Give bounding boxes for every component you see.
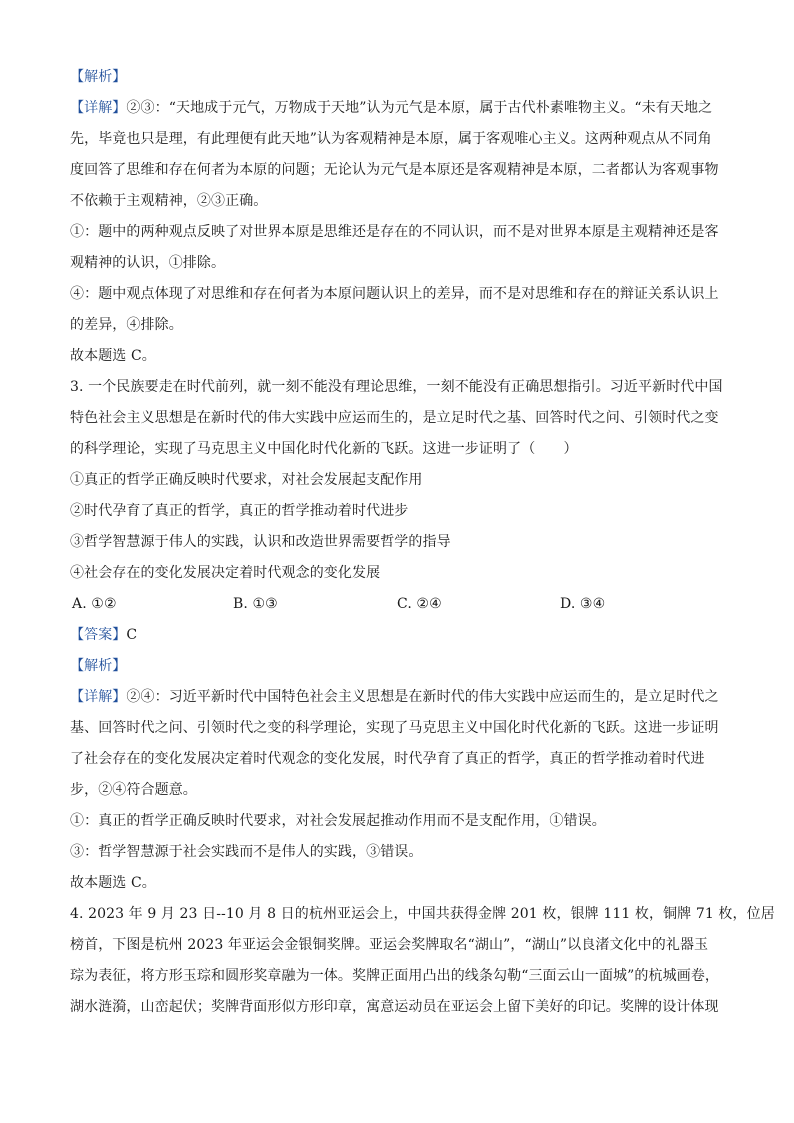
document-page: [70, 62, 775, 1023]
q3-stem-line: 3. 一个民族要走在时代前列，就一刻不能没有理论思维，一刻不能没有正确思想指引。习近平新时代中国: [70, 379, 723, 395]
answer-tag: 【答案】: [70, 627, 127, 643]
q2-conclusion: 故本题选 C。: [70, 348, 156, 364]
q3-options: [70, 589, 730, 620]
q2-jiexi-heading: [70, 62, 730, 93]
option-c: C. ②④: [397, 596, 442, 612]
q3-statement: ①真正的哲学正确反映时代要求，对社会发展起支配作用: [70, 472, 423, 488]
q2-explanation-line: 观精神的认识，①排除。: [70, 255, 226, 271]
q2-explanation-line: ④：题中观点体现了对思维和存在何者为本原问题认识上的差异，而不是对思维和存在的辩证关系认识上: [70, 286, 719, 302]
q3-explanation-line: ①：真正的哲学正确反映时代要求，对社会发展起推动作用而不是支配作用，①错误。: [70, 813, 606, 829]
q4-stem-line: 湖水涟漪，山峦起伏；奖牌背面形似方形印章，寓意运动员在亚运会上留下美好的印记。奖牌的设计体现: [70, 999, 719, 1015]
q3-statement: ②时代孕育了真正的哲学，真正的哲学推动着时代进步: [70, 503, 409, 519]
xiangjie-tag: 【详解】: [70, 100, 127, 116]
option-b: B. ①③: [233, 596, 278, 612]
q3-explanation-line: 了社会存在的变化发展决定着时代观念的变化发展，时代孕育了真正的哲学，真正的哲学推动着时代进: [70, 751, 705, 767]
q2-explanation-line: 不依赖于主观精神，②③正确。: [70, 193, 268, 209]
answer-value: C: [126, 627, 138, 643]
q3-conclusion: 故本题选 C。: [70, 875, 156, 891]
q3-explanation-line: 步，②④符合题意。: [70, 782, 197, 798]
q2-explanation-line: 度回答了思维和存在何者为本原的问题；无论认为元气是本原还是客观精神是本原，二者都认为客观事物: [70, 162, 719, 178]
q2-explanation-line: 先，毕竟也只是理，有此理便有此天地”认为客观精神是本原，属于客观唯心主义。这两种观点从不同角: [70, 131, 712, 147]
q2-explanation-line: [70, 93, 730, 124]
q3-explanation-line: 基、回答时代之问、引领时代之变的科学理论，实现了马克思主义中国化时代化新的飞跃。这进一步证明: [70, 720, 719, 736]
q3-statement: ③哲学智慧源于伟人的实践，认识和改造世界需要哲学的指导: [70, 534, 451, 550]
xiangjie-tag: 【详解】: [70, 689, 127, 705]
q3-explanation-text: ②④：习近平新时代中国特色社会主义思想是在新时代的伟大实践中应运而生的，是立足时代之: [126, 689, 719, 705]
q3-explanation-line: ③：哲学智慧源于社会实践而不是伟人的实践，③错误。: [70, 844, 423, 860]
q2-explanation-line: ①：题中的两种观点反映了对世界本原是思维还是存在的不同认识，而不是对世界本原是主观精神还是客: [70, 224, 719, 240]
q2-explanation-line: 的差异，④排除。: [70, 317, 183, 333]
q3-statement: ④社会存在的变化发展决定着时代观念的变化发展: [70, 565, 381, 581]
q2-explanation-text: ②③：“天地成于元气，万物成于天地”认为元气是本原，属于古代朴素唯物主义。“未有天地之: [126, 100, 713, 116]
jiexi-tag: 【解析】: [70, 658, 127, 674]
jiexi-tag: 【解析】: [70, 69, 127, 85]
q3-stem-line: 的科学理论，实现了马克思主义中国化时代化新的飞跃。这进一步证明了（ ）: [70, 441, 578, 457]
option-d: D. ③④: [560, 596, 606, 612]
q4-stem-line: 琮为表征，将方形玉琮和圆形奖章融为一体。奖牌正面用凸出的线条勾勒“三面云山一面城”的杭城画卷，: [70, 968, 720, 984]
q4-stem-line: 4. 2023 年 9 月 23 日--10 月 8 日的杭州亚运会上，中国共获得金牌 201 枚，银牌 111 枚，铜牌 71 枚，位居: [70, 906, 775, 922]
option-a: A. ①②: [72, 596, 117, 612]
q3-jiexi-heading: [70, 651, 730, 682]
q3-explanation-line: [70, 682, 730, 713]
q4-stem-line: 榜首，下图是杭州 2023 年亚运会金银铜奖牌。亚运会奖牌取名“湖山”，“湖山”以良渚文化中的礼器玉: [70, 937, 709, 953]
q3-stem-line: 特色社会主义思想是在新时代的伟大实践中应运而生的，是立足时代之基、回答时代之问、引领时代之变: [70, 410, 719, 426]
q3-answer: [70, 620, 730, 651]
